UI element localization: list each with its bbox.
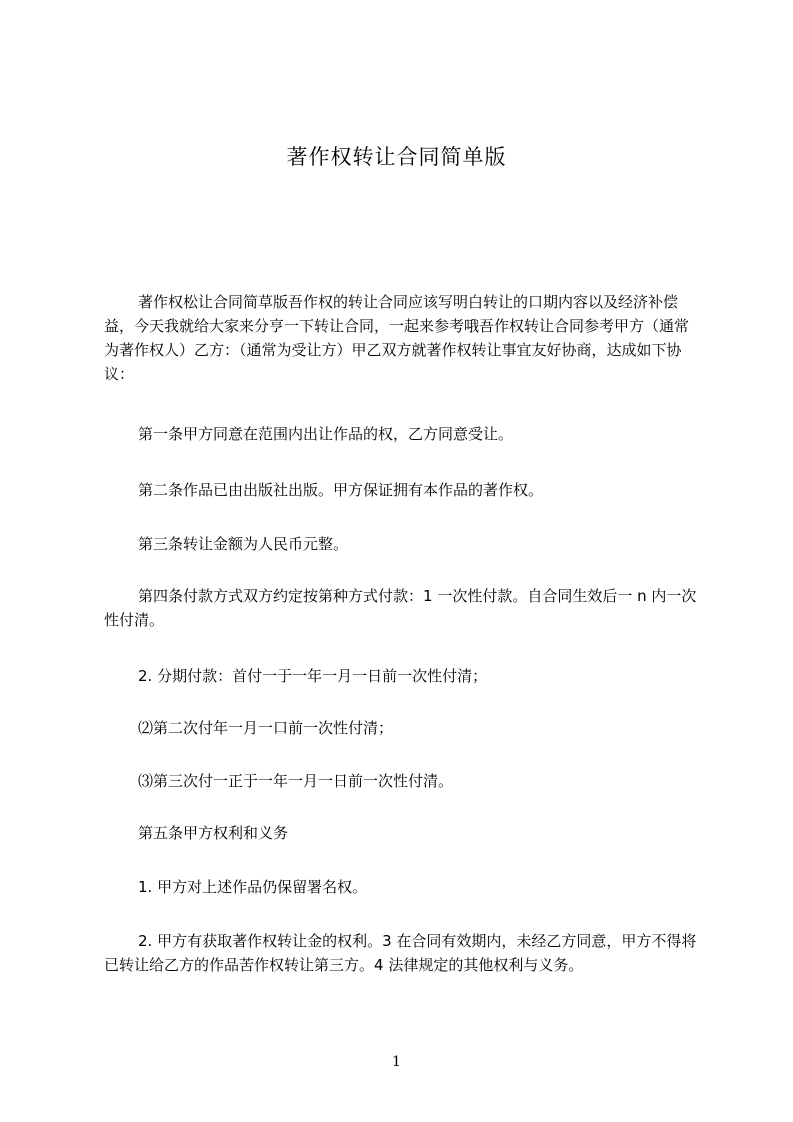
article-3-paragraph: 第三条转让金额为人民币元整。 xyxy=(138,535,349,553)
installment-item-2: 2. 分期付款：首付一于一年一月一日前一次性付清； xyxy=(138,667,488,685)
installment-item-2-3: ⑶第三次付一正于一年一月一日前一次性付清。 xyxy=(138,772,454,790)
article-5-item-1: 1. 甲方对上述作品仍保留署名权。 xyxy=(138,878,368,896)
page-number: 1 xyxy=(392,1054,401,1070)
article-1-paragraph: 第一条甲方同意在范围内出让作品的权，乙方同意受让。 xyxy=(138,425,514,443)
article-5-item-2: 2. 甲方有获取著作权转让金的权利。3 在合同有效期内，未经乙方同意，甲方不得将已转让给乙方的作品苦作权转让第三方。4 法律规定的其他权利与义务。 xyxy=(104,932,697,974)
intro-paragraph: 著作权松让合同简草版吾作权的转让合同应该写明白转让的口期内容以及经济补偿益，今天我就给大家来分亨一下转让合同，一起来参考哦吾作权转让合同参考甲方（通常为著作权人）乙方：（通常为受让方）甲乙双方就著作权转让事宜友好协商，达成如下协议： xyxy=(104,293,690,383)
article-2-paragraph: 第二条作品已由出版社出版。甲方保证拥有本作品的著作权。 xyxy=(138,481,544,499)
document-title: 著作权转让合同简单版 xyxy=(286,145,507,169)
article-4-paragraph: 第四条付款方式双方约定按第种方式付款：1 一次性付款。自合同生效后一 n 内一次性付清。 xyxy=(104,587,697,629)
installment-item-2-2: ⑵第二次付年一月一口前一次性付清； xyxy=(138,719,394,737)
article-5-heading: 第五条甲方权利和义务 xyxy=(138,824,289,842)
